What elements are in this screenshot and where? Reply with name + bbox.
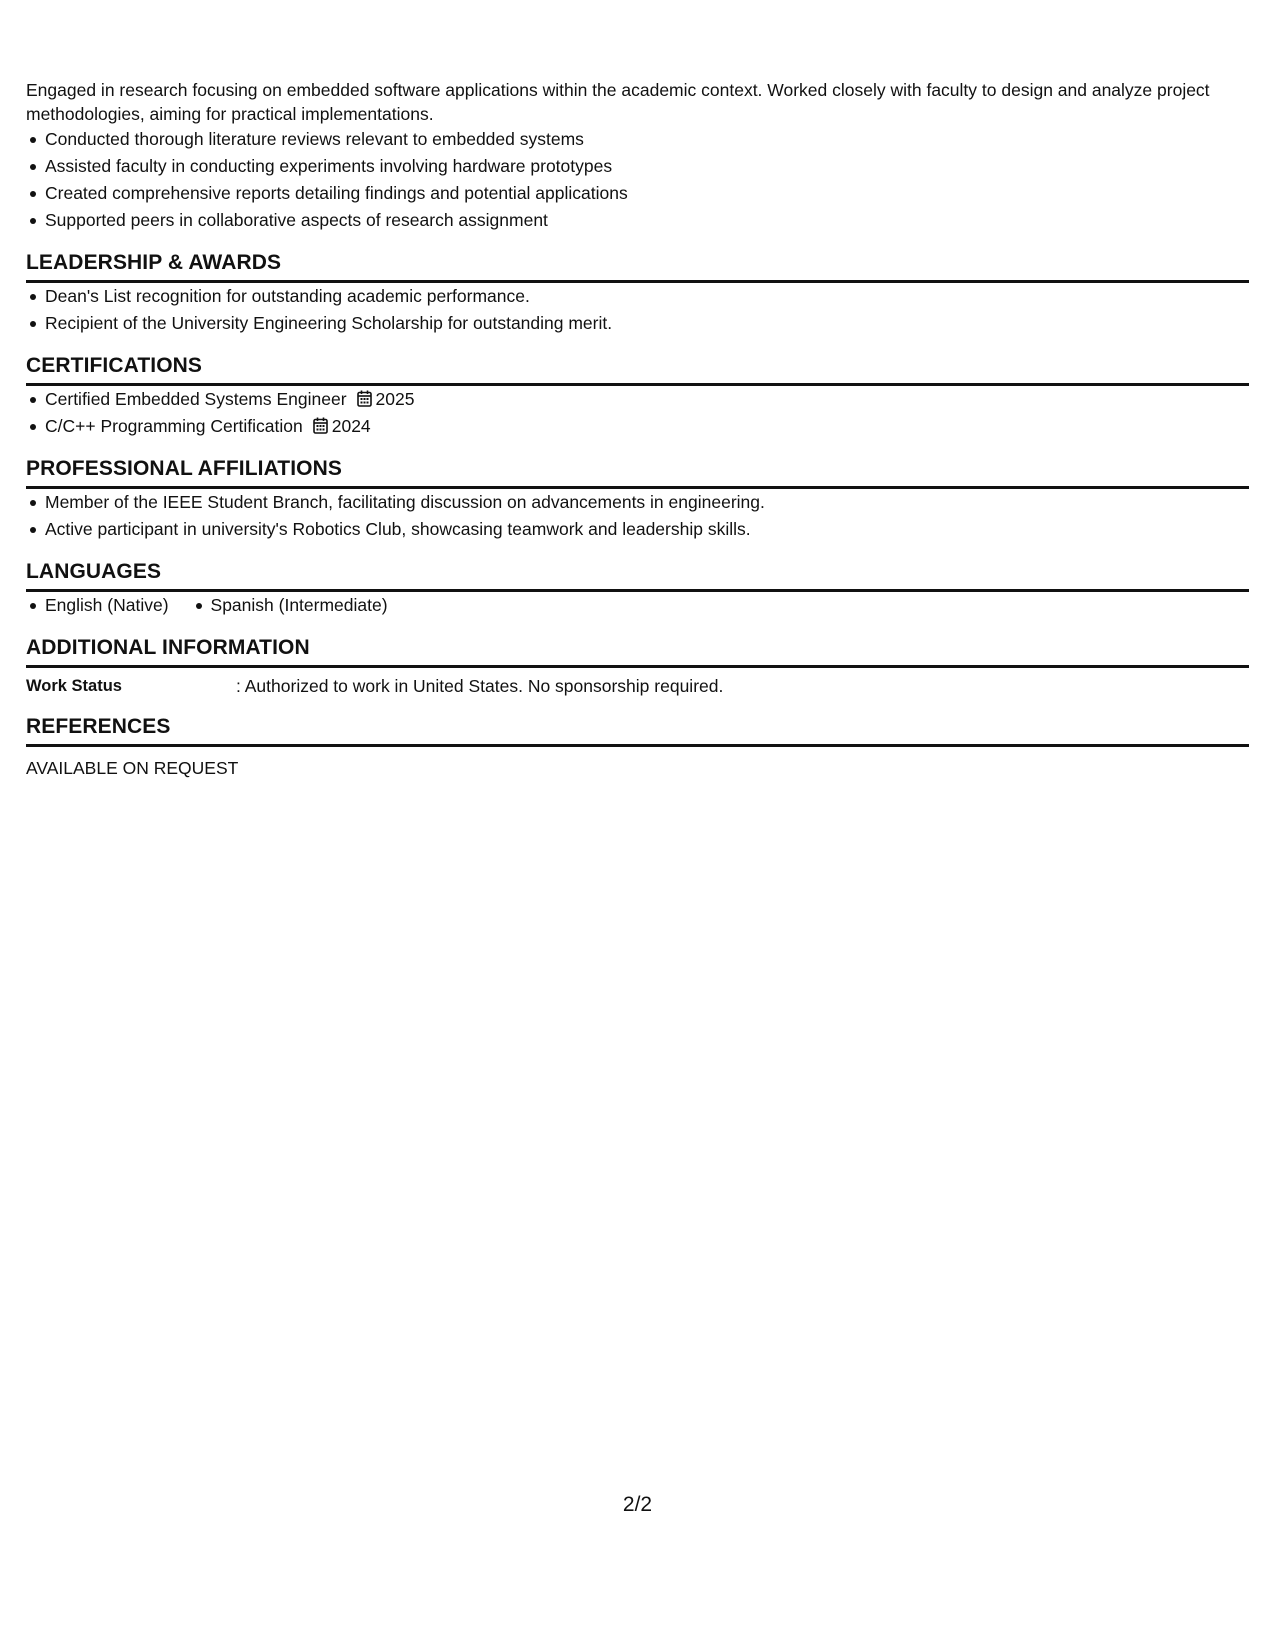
work-status-label: Work Status [26, 677, 122, 695]
list-item: Assisted faculty in conducting experiments involving hardware prototypes [45, 153, 1249, 180]
certifications-list [26, 386, 1249, 440]
work-status-value: : Authorized to work in United States. No sponsorship required. [236, 676, 724, 696]
list-item: Dean's List recognition for outstanding academic performance. [45, 283, 1249, 310]
certification-item [45, 413, 1249, 440]
resume-page [26, 78, 1249, 780]
list-item: Created comprehensive reports detailing findings and potential applications [45, 180, 1249, 207]
list-item: Conducted thorough literature reviews relevant to embedded systems [45, 126, 1249, 153]
certification-year: 2024 [331, 416, 371, 436]
language-item: English (Native) [45, 592, 169, 619]
calendar-icon [357, 390, 372, 407]
certification-name: Certified Embedded Systems Engineer [45, 389, 347, 409]
section-heading-affiliations: PROFESSIONAL AFFILIATIONS [26, 456, 1249, 489]
research-bullets [26, 126, 1249, 234]
language-item: Spanish (Intermediate) [211, 592, 388, 619]
list-item: Supported peers in collaborative aspects of research assignment [45, 207, 1249, 234]
section-heading-leadership: LEADERSHIP & AWARDS [26, 250, 1249, 283]
research-summary: Engaged in research focusing on embedded software applications within the academic context. Worked closely with faculty to design and analyze project methodologies, aiming for practical implementations. [26, 80, 1210, 124]
affiliations-list [26, 489, 1249, 543]
certification-name: C/C++ Programming Certification [45, 416, 303, 436]
list-item: Recipient of the University Engineering Scholarship for outstanding merit. [45, 310, 1249, 337]
section-heading-references: REFERENCES [26, 714, 1249, 747]
references-text: AVAILABLE ON REQUEST [26, 758, 239, 778]
certification-item [45, 386, 1249, 413]
work-status-row [26, 674, 1249, 698]
languages-list [26, 592, 1249, 619]
calendar-icon [313, 417, 328, 434]
page-number: 2/2 [622, 1493, 653, 1516]
list-item: Member of the IEEE Student Branch, facilitating discussion on advancements in engineering. [45, 489, 1249, 516]
certification-year: 2025 [375, 389, 415, 409]
list-item: Active participant in university's Robotics Club, showcasing teamwork and leadership skills. [45, 516, 1249, 543]
section-heading-additional-info: ADDITIONAL INFORMATION [26, 635, 1249, 668]
section-heading-languages: LANGUAGES [26, 559, 1249, 592]
section-heading-certifications: CERTIFICATIONS [26, 353, 1249, 386]
leadership-list [26, 283, 1249, 337]
